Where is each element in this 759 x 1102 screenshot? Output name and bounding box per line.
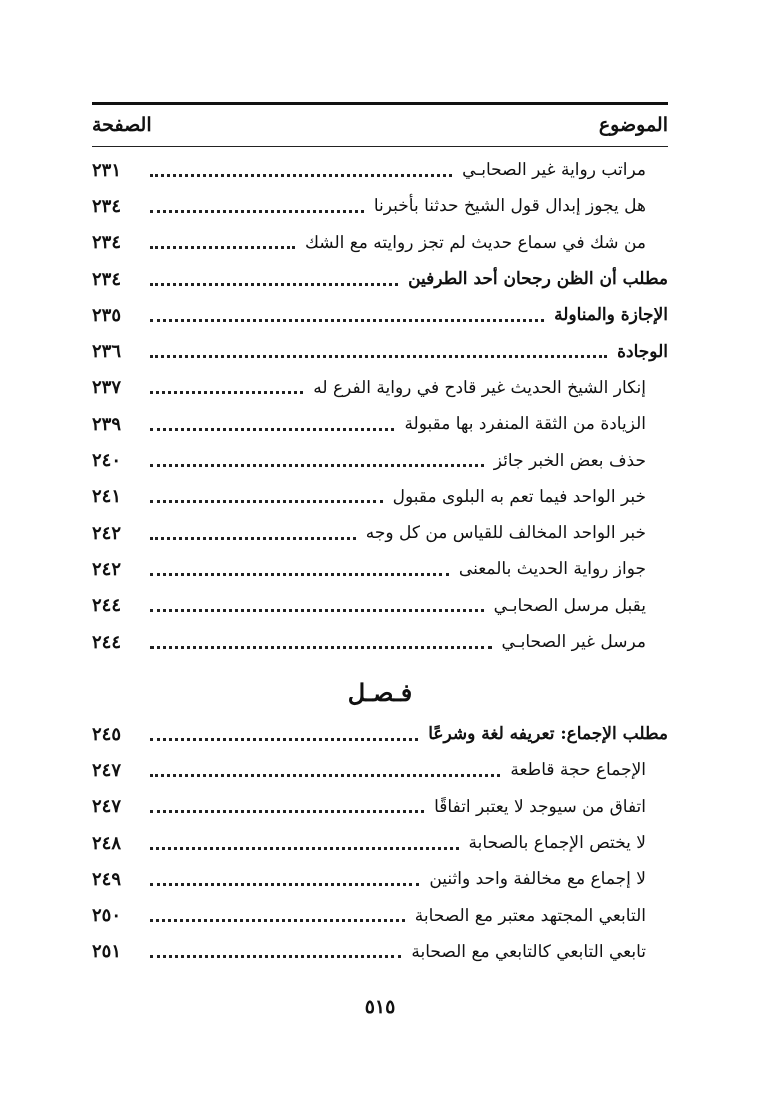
toc-entry [92, 897, 668, 933]
entry-page: ٢٣٩ [92, 413, 122, 435]
dot-leader [150, 174, 452, 177]
toc-list-section [92, 716, 668, 970]
toc-entry [92, 588, 668, 624]
toc-entry [92, 789, 668, 825]
toc-entry [92, 406, 668, 442]
dot-leader [150, 391, 303, 394]
entry-page: ٢٣١ [92, 159, 122, 181]
entry-page: ٢٤٧ [92, 796, 122, 818]
entry-page: ٢٤٢ [92, 558, 122, 580]
entry-page: ٢٣٤ [92, 268, 122, 290]
entry-title: إنكار الشيخ الحديث غير قادح في رواية الفرع له [313, 377, 646, 398]
entry-page: ٢٤٤ [92, 595, 122, 617]
toc-entry [92, 333, 668, 369]
toc-entry [92, 261, 668, 297]
entry-title: جواز رواية الحديث بالمعنى [458, 559, 646, 580]
toc-entry [92, 225, 668, 261]
entry-title: حذف بعض الخبر جائز [493, 450, 646, 471]
toc-entry [92, 442, 668, 478]
entry-page: ٢٤٩ [92, 868, 122, 890]
toc-entry [92, 752, 668, 788]
entry-title: من شك في سماع حديث لم تجز روايته مع الشك [304, 232, 646, 253]
entry-page: ٢٣٦ [92, 341, 122, 363]
dot-leader [150, 283, 398, 286]
entry-page: ٢٤٧ [92, 759, 122, 781]
toc-entry [92, 152, 668, 188]
toc-header [92, 110, 668, 146]
dot-leader [150, 774, 500, 777]
dot-leader [150, 955, 401, 958]
toc-entry [92, 551, 668, 587]
top-rule [92, 102, 668, 105]
toc-entry [92, 825, 668, 861]
toc-entry [92, 297, 668, 333]
entry-page: ٢٤٨ [92, 832, 122, 854]
entry-page: ٢٤٤ [92, 631, 122, 653]
dot-leader [150, 500, 383, 503]
header-topic-label: الموضوع [598, 114, 668, 136]
entry-page: ٢٤٢ [92, 522, 122, 544]
entry-title: يقبل مرسل الصحابـي [493, 595, 646, 616]
entry-title: التابعي المجتهد معتبر مع الصحابة [414, 905, 646, 926]
entry-title: لا يختص الإجماع بالصحابة [468, 833, 646, 854]
toc-entry [92, 861, 668, 897]
toc-list [92, 152, 668, 660]
dot-leader [150, 464, 484, 467]
entry-title: الوجادة [617, 341, 668, 362]
entry-title: الإجماع حجة قاطعة [510, 760, 646, 781]
entry-title: مطلب الإجماع: تعريفه لغة وشرعًا [428, 724, 668, 745]
dot-leader [150, 646, 492, 649]
dot-leader [150, 246, 295, 249]
entry-page: ٢٤٠ [92, 450, 122, 472]
entry-page: ٢٥١ [92, 941, 122, 963]
toc-entry [92, 515, 668, 551]
dot-leader [150, 919, 405, 922]
toc-entry [92, 716, 668, 752]
entry-title: خبر الواحد المخالف للقياس من كل وجه [365, 523, 646, 544]
dot-leader [150, 537, 356, 540]
entry-title: هل يجوز إبدال قول الشيخ حدثنا بأخبرنا [373, 196, 646, 217]
entry-title: اتفاق من سيوجد لا يعتبر اتفاقًا [434, 796, 646, 817]
dot-leader [150, 883, 419, 886]
dot-leader [150, 428, 394, 431]
dot-leader [150, 609, 484, 612]
toc-page [92, 96, 668, 1036]
dot-leader [150, 738, 418, 741]
entry-page: ٢٣٤ [92, 195, 122, 217]
entry-title: الزيادة من الثقة المنفرد بها مقبولة [404, 414, 646, 435]
toc-entry [92, 479, 668, 515]
entry-page: ٢٣٧ [92, 377, 122, 399]
entry-page: ٢٥٠ [92, 905, 122, 927]
dot-leader [150, 319, 544, 322]
entry-title: تابعي التابعي كالتابعي مع الصحابة [411, 941, 646, 962]
dot-leader [150, 355, 607, 358]
entry-title: مرسل غير الصحابـي [501, 632, 646, 652]
entry-title: مطلب أن الظن رجحان أحد الطرفين [408, 269, 668, 290]
entry-page: ٢٣٥ [92, 304, 122, 326]
dot-leader [150, 210, 364, 213]
entry-page: ٢٤١ [92, 486, 122, 508]
entry-title: لا إجماع مع مخالفة واحد واثنين [429, 869, 646, 890]
dot-leader [150, 810, 424, 813]
page-number: ٥١٥ [364, 996, 396, 1018]
header-rule [92, 146, 668, 147]
dot-leader [150, 847, 459, 850]
header-page-label: الصفحة [92, 114, 152, 136]
dot-leader [150, 573, 449, 576]
toc-entry [92, 188, 668, 224]
entry-title: الإجازة والمناولة [554, 305, 668, 326]
entry-title: مراتب رواية غير الصحابـي [462, 160, 646, 181]
toc-entry [92, 370, 668, 406]
entry-title: خبر الواحد فيما تعم به البلوى مقبول [392, 486, 646, 507]
toc-entry [92, 934, 668, 970]
section-heading: فـصـل [347, 678, 413, 707]
entry-page: ٢٤٥ [92, 723, 122, 745]
entry-page: ٢٣٤ [92, 232, 122, 254]
toc-entry [92, 624, 668, 660]
